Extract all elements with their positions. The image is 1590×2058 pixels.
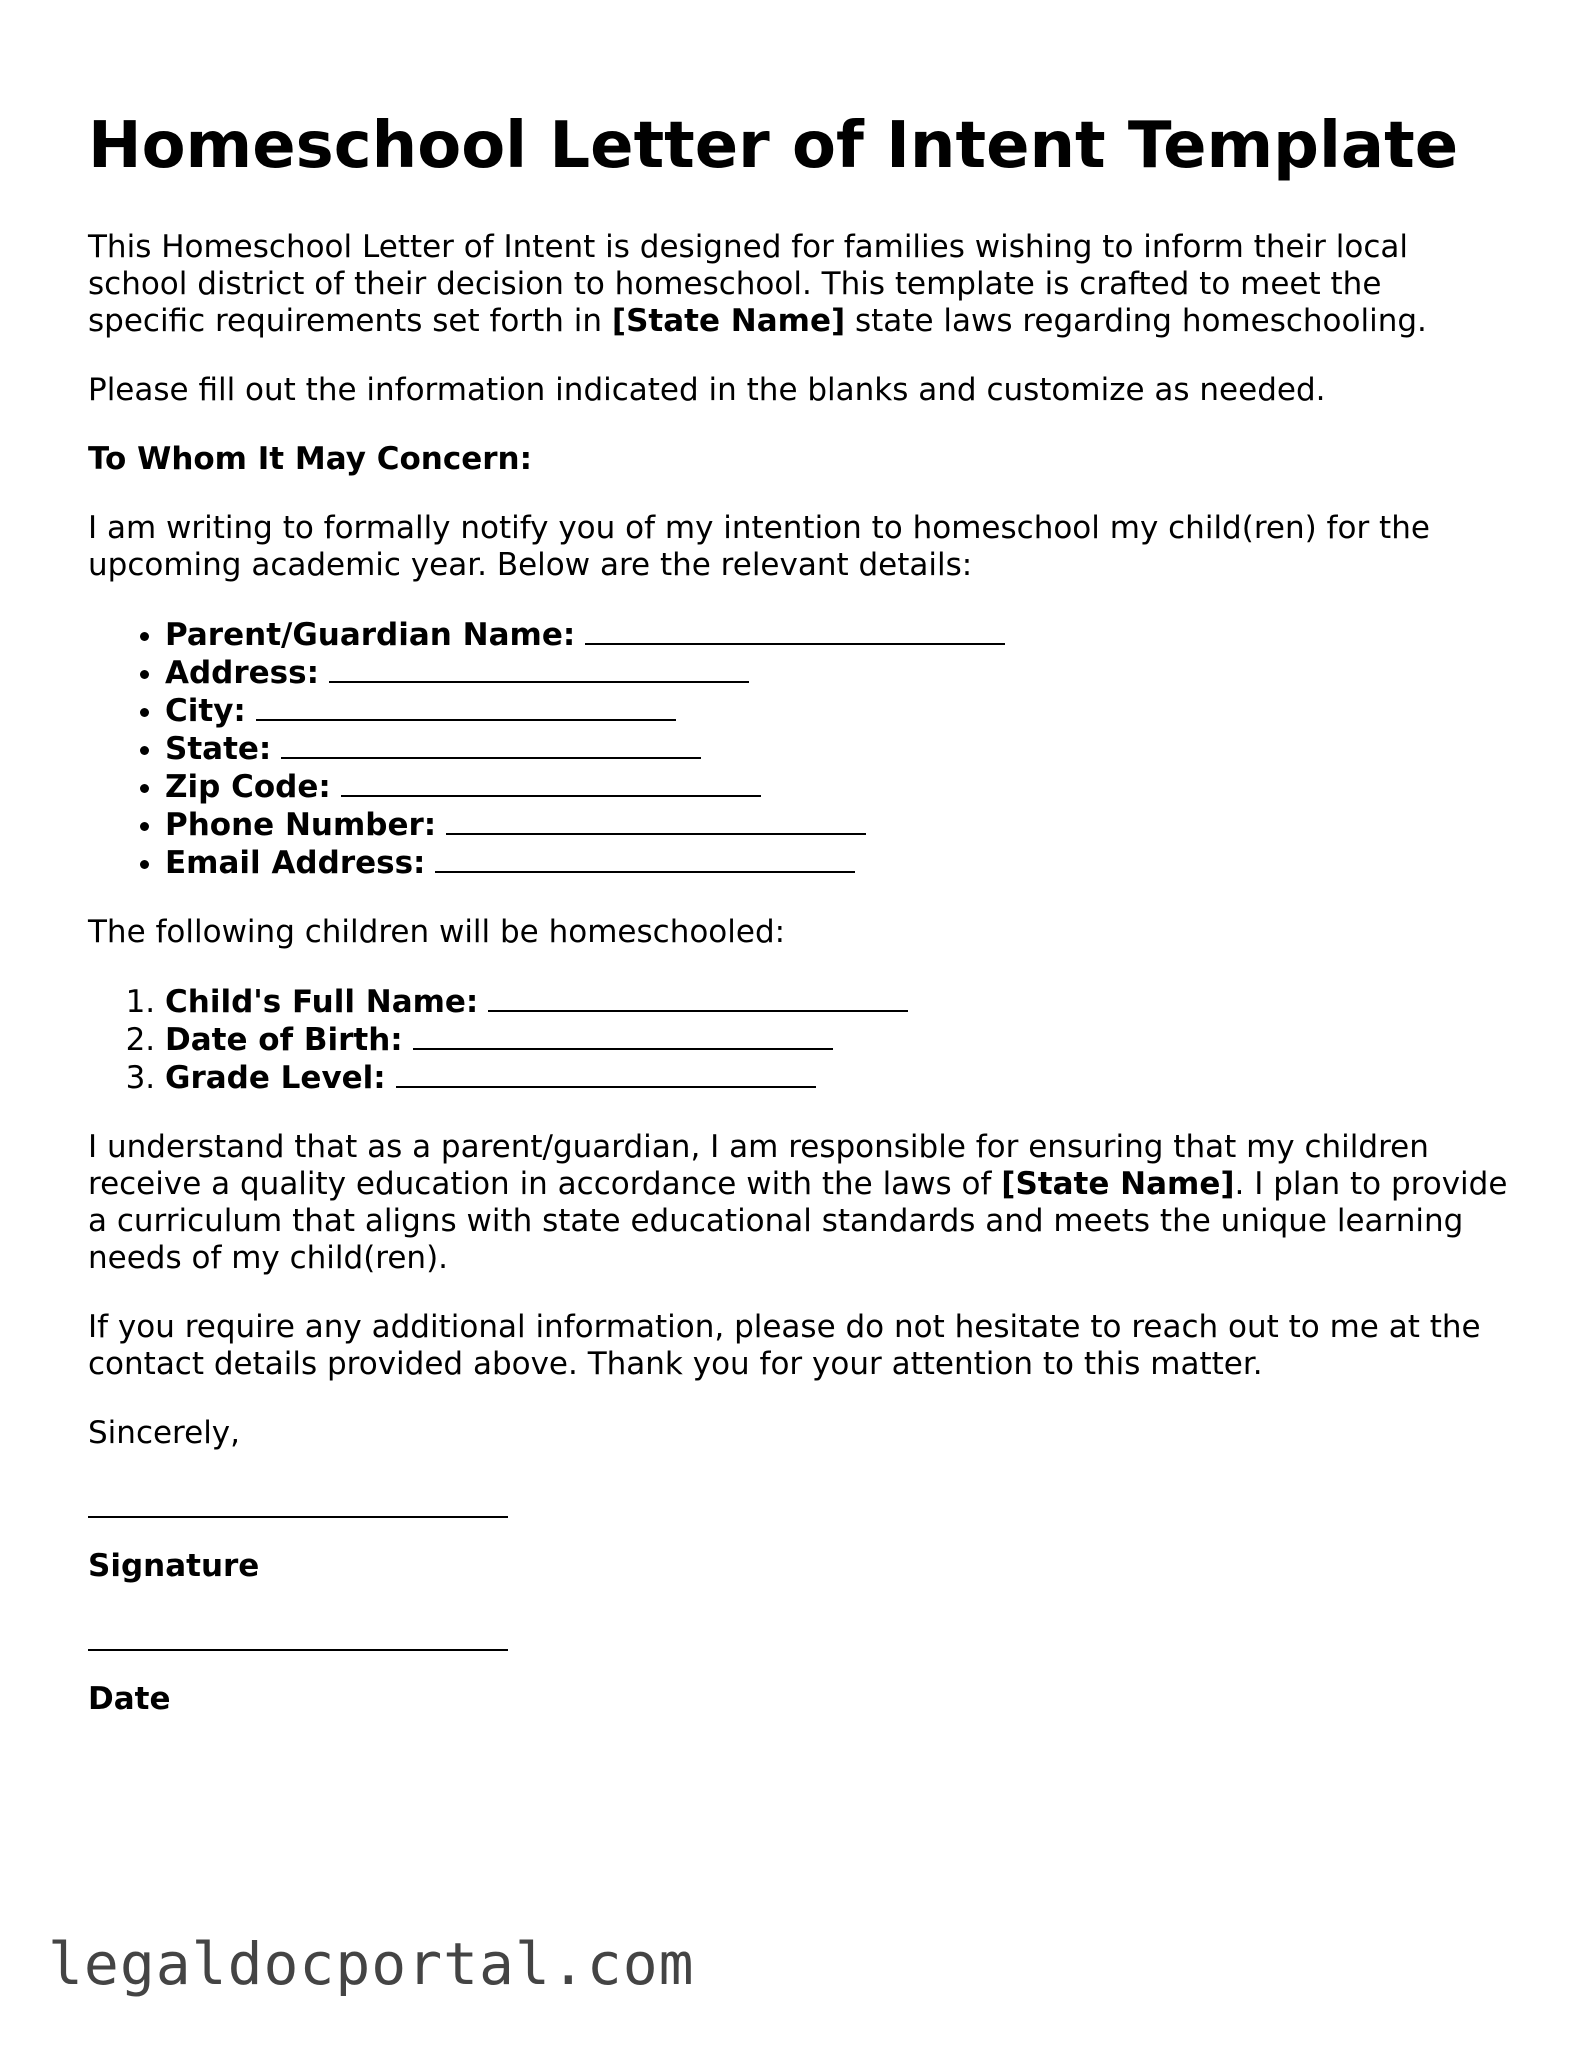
page-title: Homeschool Letter of Intent Template [88, 109, 1459, 183]
address-blank[interactable] [329, 654, 749, 683]
field-label: City: [165, 692, 246, 729]
responsibility-text-after: . I plan to provide a curriculum that aligns with state educational standards and meets the unique learning needs of my child(ren). [88, 1165, 1508, 1276]
state-name-placeholder: [State Name] [611, 302, 846, 339]
child-name-blank[interactable] [488, 983, 908, 1012]
date-line[interactable] [88, 1649, 508, 1651]
list-item [165, 692, 1508, 730]
field-label: Grade Level: [165, 1059, 386, 1096]
parent-details-list [88, 616, 1508, 882]
list-item [165, 730, 1508, 768]
date-label: Date [88, 1680, 171, 1717]
sign-off: Sincerely, [88, 1414, 241, 1451]
intro-text-after: state laws regarding homeschooling. [845, 302, 1427, 339]
phone-number-blank[interactable] [446, 806, 866, 835]
watermark: legaldocportal.com [48, 1930, 695, 1998]
list-item [165, 1059, 1508, 1097]
salutation: To Whom It May Concern: [88, 440, 533, 477]
zip-code-blank[interactable] [341, 768, 761, 797]
list-item [165, 654, 1508, 692]
list-item [165, 806, 1508, 844]
field-label: Parent/Guardian Name: [165, 616, 576, 653]
field-label: Email Address: [165, 844, 426, 881]
field-label: Phone Number: [165, 806, 437, 843]
closing-paragraph: If you require any additional information, please do not hesitate to reach out to me at the contact details provided above. Thank you for your attention to this matter. [88, 1308, 1481, 1382]
field-label: Date of Birth: [165, 1021, 403, 1058]
list-item [165, 768, 1508, 806]
intro-paragraph [88, 229, 1508, 340]
list-item [165, 844, 1508, 882]
children-intro: The following children will be homeschooled: [88, 913, 786, 950]
responsibility-text-before: I understand that as a parent/guardian, I am responsible for ensuring that my children receive a quality education in accordance with the laws of [88, 1128, 1429, 1202]
email-address-blank[interactable] [435, 844, 855, 873]
notify-paragraph: I am writing to formally notify you of my intention to homeschool my child(ren) for the upcoming academic year. Below are the relevant details: [88, 509, 1430, 583]
state-blank[interactable] [281, 730, 701, 759]
instructions-paragraph: Please fill out the information indicated in the blanks and customize as needed. [88, 371, 1326, 408]
list-item [165, 616, 1508, 654]
parent-name-blank[interactable] [585, 616, 1005, 645]
field-label: Zip Code: [165, 768, 331, 805]
state-name-placeholder: [State Name] [1001, 1165, 1235, 1202]
signature-line[interactable] [88, 1516, 508, 1518]
date-of-birth-blank[interactable] [413, 1021, 833, 1050]
responsibility-paragraph [88, 1129, 1508, 1277]
list-item [165, 1021, 1508, 1059]
intro-text-before: This Homeschool Letter of Intent is designed for families wishing to inform their local school district of their decision to homeschool. This template is crafted to meet the specific requirements set forth in [88, 228, 1408, 339]
list-item [165, 983, 1508, 1021]
field-label: State: [165, 730, 272, 767]
letter-page [88, 108, 1508, 1718]
city-blank[interactable] [256, 692, 676, 721]
grade-level-blank[interactable] [396, 1059, 816, 1088]
child-details-list [88, 983, 1508, 1097]
field-label: Address: [165, 654, 319, 691]
field-label: Child's Full Name: [165, 983, 479, 1020]
signature-label: Signature [88, 1547, 260, 1584]
